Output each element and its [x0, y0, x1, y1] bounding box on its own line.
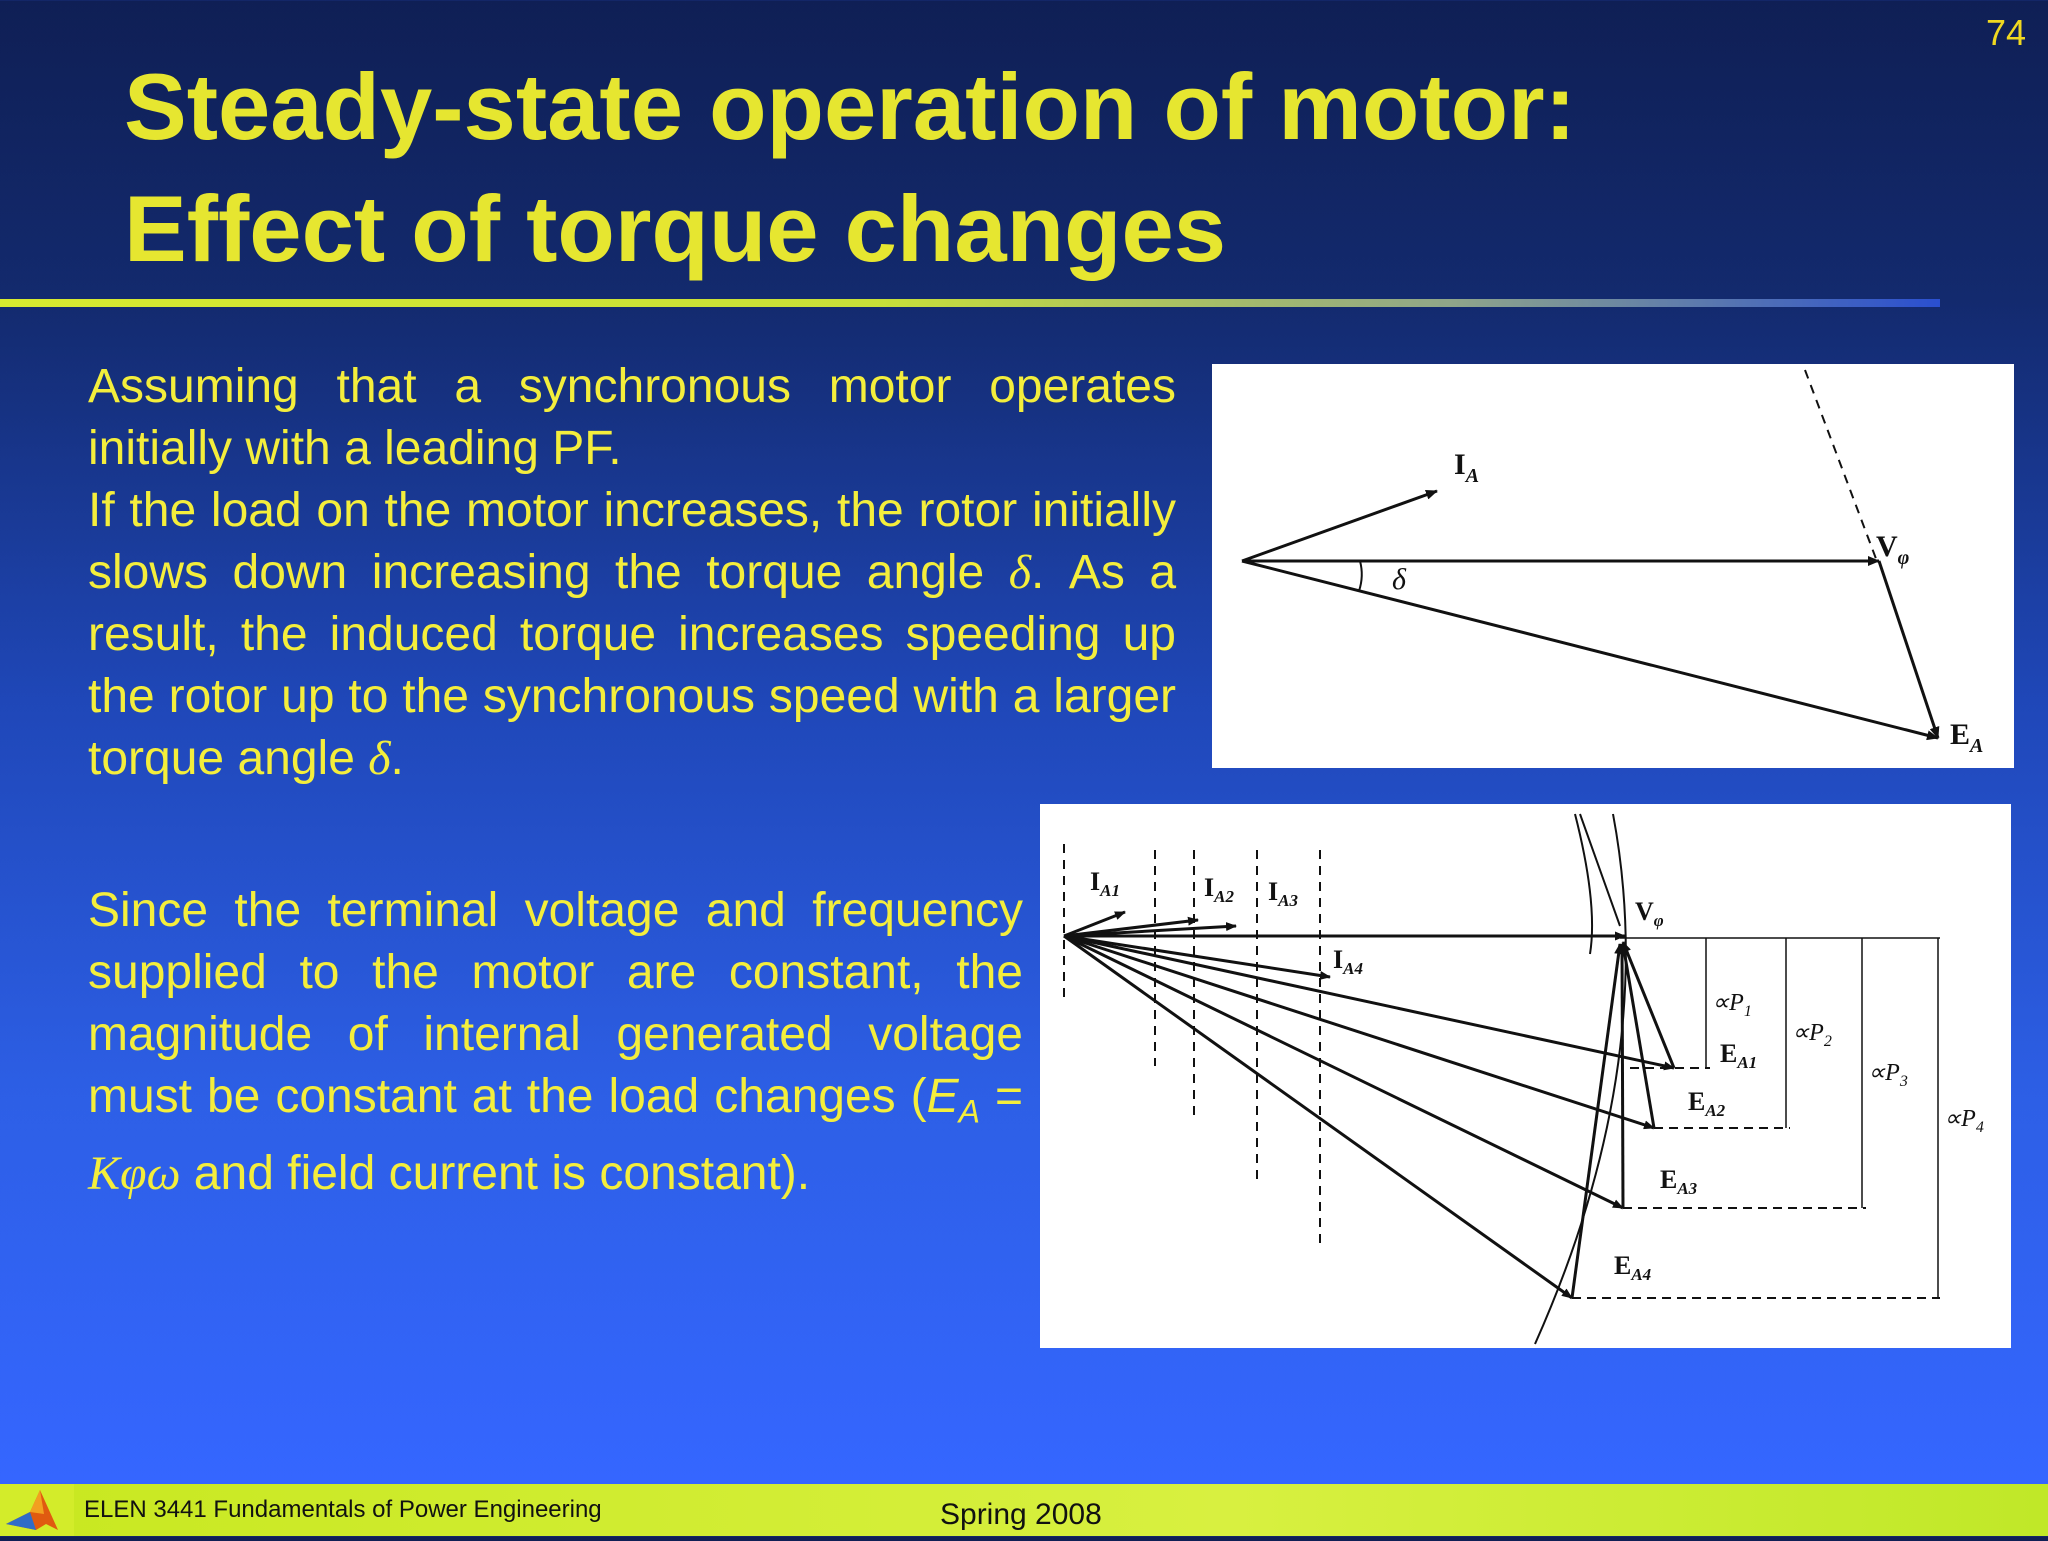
p1-line-4: initially slows down increasing the torque angle	[88, 484, 1176, 599]
paragraph-torque-angle	[88, 356, 1176, 790]
p1-line-5: . As a result, the induced torque increases	[88, 546, 1177, 661]
p1-line-7: speed with a larger torque angle	[88, 670, 1177, 785]
p2-ea-subscript: A	[958, 1093, 980, 1130]
slide-title	[124, 46, 1774, 290]
ia-label: I	[1454, 448, 1466, 481]
ia4-label: I	[1333, 945, 1344, 974]
p1-label-sub: 1	[1743, 1003, 1752, 1020]
p1-line-6: speeding up the rotor up to the synchronous	[88, 608, 1176, 723]
p2-k-phi-omega: Kφω	[88, 1146, 181, 1200]
ea4-label-sub: A4	[1631, 1265, 1652, 1284]
ia4-label-sub: A4	[1343, 959, 1363, 978]
footer-term: Spring 2008	[940, 1498, 1102, 1531]
paragraph-constant-voltage	[88, 880, 1023, 1205]
v-phi-dashed-extension	[1805, 370, 1878, 564]
ea3-label: E	[1660, 1165, 1678, 1194]
ea-phasor	[1242, 561, 1938, 738]
v-phi-label: V	[1635, 897, 1654, 926]
p1-delta-symbol-2: δ	[368, 732, 391, 785]
ea4-label: E	[1614, 1251, 1632, 1280]
ea-locus-arc-outer	[1575, 814, 1592, 954]
svg-text:IA2	[1204, 873, 1234, 906]
v-phi-label: V	[1876, 530, 1898, 563]
p2-line-2: supplied to the motor are constant, the	[88, 946, 1023, 999]
ea1-label-sub: A1	[1737, 1053, 1758, 1072]
p1-line-7-end: .	[390, 732, 404, 785]
ia1-label-sub: A1	[1100, 881, 1120, 900]
p1-delta-symbol: δ	[1008, 546, 1032, 599]
ia1-label: I	[1090, 867, 1101, 896]
p4-label: ∝P	[1944, 1106, 1976, 1132]
phasor-diagram-2-svg	[1040, 804, 2011, 1348]
v-phi-label-sub: φ	[1897, 547, 1910, 569]
ia2-label-sub: A2	[1214, 887, 1234, 906]
jxs-ia1-phasor	[1623, 942, 1674, 1068]
title-line-2: Effect of torque changes	[124, 176, 1227, 281]
title-line-1: Steady-state operation of motor:	[124, 54, 1576, 159]
jxs-ia-phasor	[1879, 561, 1938, 738]
p2-line-1: Since the terminal voltage and frequency	[88, 884, 1023, 937]
p1-label: ∝P	[1712, 990, 1744, 1016]
p1-line-3: If the load on the motor increases, the rotor	[88, 484, 1018, 537]
phasor-diagram-1-svg	[1212, 364, 2014, 768]
phasor-diagram-leading-pf	[1212, 364, 2014, 768]
p3-label: ∝P	[1868, 1060, 1900, 1086]
p2-line-4: must be constant at the load changes	[88, 1070, 896, 1123]
phasor-diagram-load-changes	[1040, 804, 2011, 1348]
svg-text:∝P2	[1792, 1020, 1832, 1050]
svg-text:EA2	[1688, 1087, 1726, 1120]
ia-phasor	[1242, 491, 1437, 561]
p4-label-sub: 4	[1975, 1119, 1984, 1136]
p3-label-sub: 3	[1899, 1073, 1908, 1090]
ea-label-sub: A	[1970, 735, 1984, 757]
p1-line-1: Assuming that a synchronous motor operates	[88, 360, 1176, 413]
p2-open-paren: (	[910, 1070, 927, 1123]
v-phi-label-sub: φ	[1653, 911, 1664, 930]
p2-label: ∝P	[1792, 1020, 1824, 1046]
svg-text:Vφ	[1635, 897, 1664, 930]
ia3-label: I	[1268, 877, 1279, 906]
ea-label: E	[1950, 718, 1971, 751]
ea-locus-arc	[1535, 814, 1626, 1344]
ia3-label-sub: A3	[1278, 891, 1298, 910]
jxs-ia2-phasor	[1623, 944, 1654, 1128]
svg-text:EA3	[1660, 1165, 1698, 1198]
ia-label-sub: A	[1465, 465, 1480, 487]
jxs-ia3-phasor	[1622, 944, 1623, 1208]
svg-text:EA4	[1614, 1251, 1651, 1284]
svg-text:∝P1	[1712, 990, 1752, 1020]
slide-number: 74	[1985, 12, 2026, 53]
svg-text:EA1	[1720, 1039, 1757, 1072]
delta-label: δ	[1392, 563, 1406, 596]
svg-text:IA1	[1090, 867, 1120, 900]
svg-text:∝P4	[1944, 1106, 1984, 1136]
p2-line-3: magnitude of internal generated voltage	[88, 1008, 1023, 1061]
ea2-label: E	[1688, 1087, 1706, 1116]
ea2-label-sub: A2	[1705, 1101, 1726, 1120]
svg-text:∝P3	[1868, 1060, 1908, 1090]
p1-line-2: initially with a leading PF.	[88, 422, 622, 475]
title-divider	[0, 299, 1940, 307]
slide-footer	[0, 1484, 2048, 1536]
footer-course-title: ELEN 3441 Fundamentals of Power Engineering	[84, 1496, 602, 1523]
ea3-label-sub: A3	[1677, 1179, 1698, 1198]
p2-ea-symbol: E	[926, 1070, 959, 1123]
svg-text:IA4	[1333, 945, 1363, 978]
p2-label-sub: 2	[1823, 1033, 1832, 1050]
p2-equals: =	[980, 1070, 1024, 1123]
svg-text:IA3	[1268, 877, 1298, 910]
jxs-ia4-phasor	[1572, 944, 1620, 1298]
p2-line-5-rest: and field current is constant).	[180, 1146, 811, 1200]
svg-text:EA	[1950, 718, 1983, 757]
ia2-label: I	[1204, 873, 1215, 902]
matlab-peak-icon	[0, 1484, 74, 1536]
svg-text:IA	[1454, 448, 1479, 487]
ea1-label: E	[1720, 1039, 1738, 1068]
delta-arc	[1359, 561, 1362, 591]
